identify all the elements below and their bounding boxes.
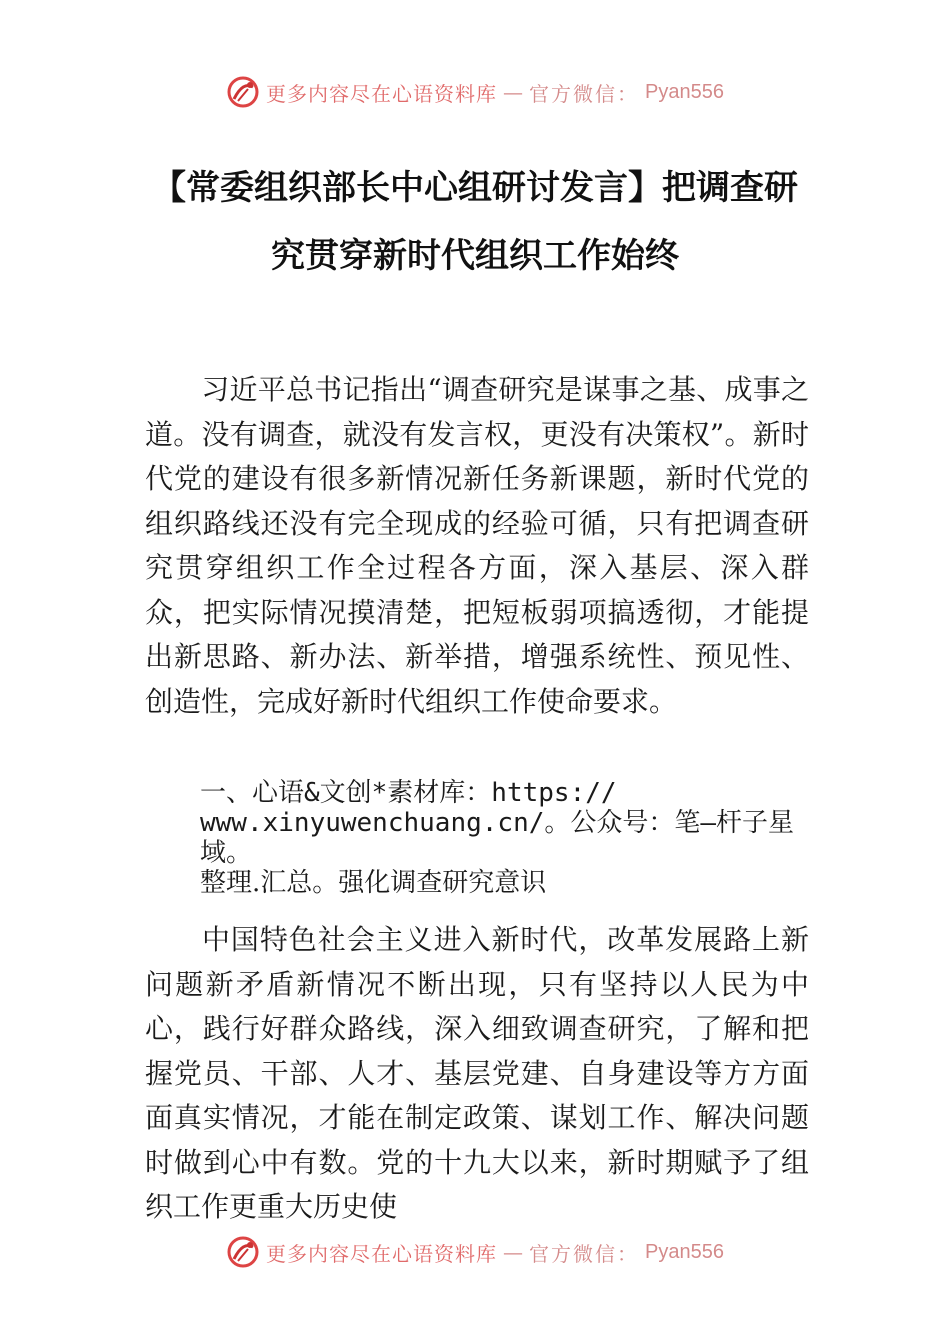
watermark-separator: — [503, 80, 524, 104]
section-1-body-text: 中国特色社会主义进入新时代，改革发展路上新问题新矛盾新情况不断出现，只有坚持以人民为中心，践行好群众路线，深入细致调查研究，了解和把握党员、干部、人才、基层党建、自身建设等方方面面真实情况，才能在制定政策、谋划工作、解决问题时做到心中有数。党的十九大以来，新时期赋予了组织工作更重大历史使 [145, 923, 809, 1223]
watermark-separator: — [503, 1240, 524, 1264]
section-1-heading-line-2: www.xinyuwenchuang.cn/。公众号：笔—杆子星域。 [200, 808, 795, 868]
section-1-heading-line-3: 整理.汇总。强化调查研究意识 [200, 868, 547, 898]
document-title-line-1: 【常委组织部长中心组研讨发言】把调查研 [152, 168, 798, 208]
intro-paragraph [145, 368, 809, 724]
watermark-wechat-label: 官方微信： [529, 1241, 640, 1266]
watermark-wechat-label: 官方微信： [529, 81, 640, 106]
header-watermark [0, 72, 950, 112]
brand-logo-icon [226, 75, 260, 109]
brand-logo-icon [226, 1235, 260, 1269]
document-title-line-2: 究贯穿新时代组织工作始终 [271, 236, 679, 276]
intro-paragraph-text: 习近平总书记指出“调查研究是谋事之基、成事之道。没有调查，就没有发言权，更没有决策权”。新时代党的建设有很多新情况新任务新课题，新时代党的组织路线还没有完全现成的经验可循，只有把调查研究贯穿组织工作全过程各方面，深入基层、深入群众，把实际情况摸清楚，把短板弱项搞透彻，才能提出新思路、新办法、新举措，增强系统性、预见性、创造性，完成好新时代组织工作使命要求。 [145, 373, 809, 718]
watermark-wechat-id: Pyan556 [645, 1240, 724, 1263]
section-1-body [145, 918, 809, 1230]
section-1-heading [200, 778, 820, 898]
watermark-text: 更多内容尽在心语资料库 [266, 81, 498, 106]
watermark-wechat-id: Pyan556 [645, 80, 724, 103]
footer-watermark [0, 1232, 950, 1272]
watermark-text: 更多内容尽在心语资料库 [266, 1241, 498, 1266]
section-1-heading-line-1: 一、心语&文创*素材库：https:// [200, 778, 617, 808]
